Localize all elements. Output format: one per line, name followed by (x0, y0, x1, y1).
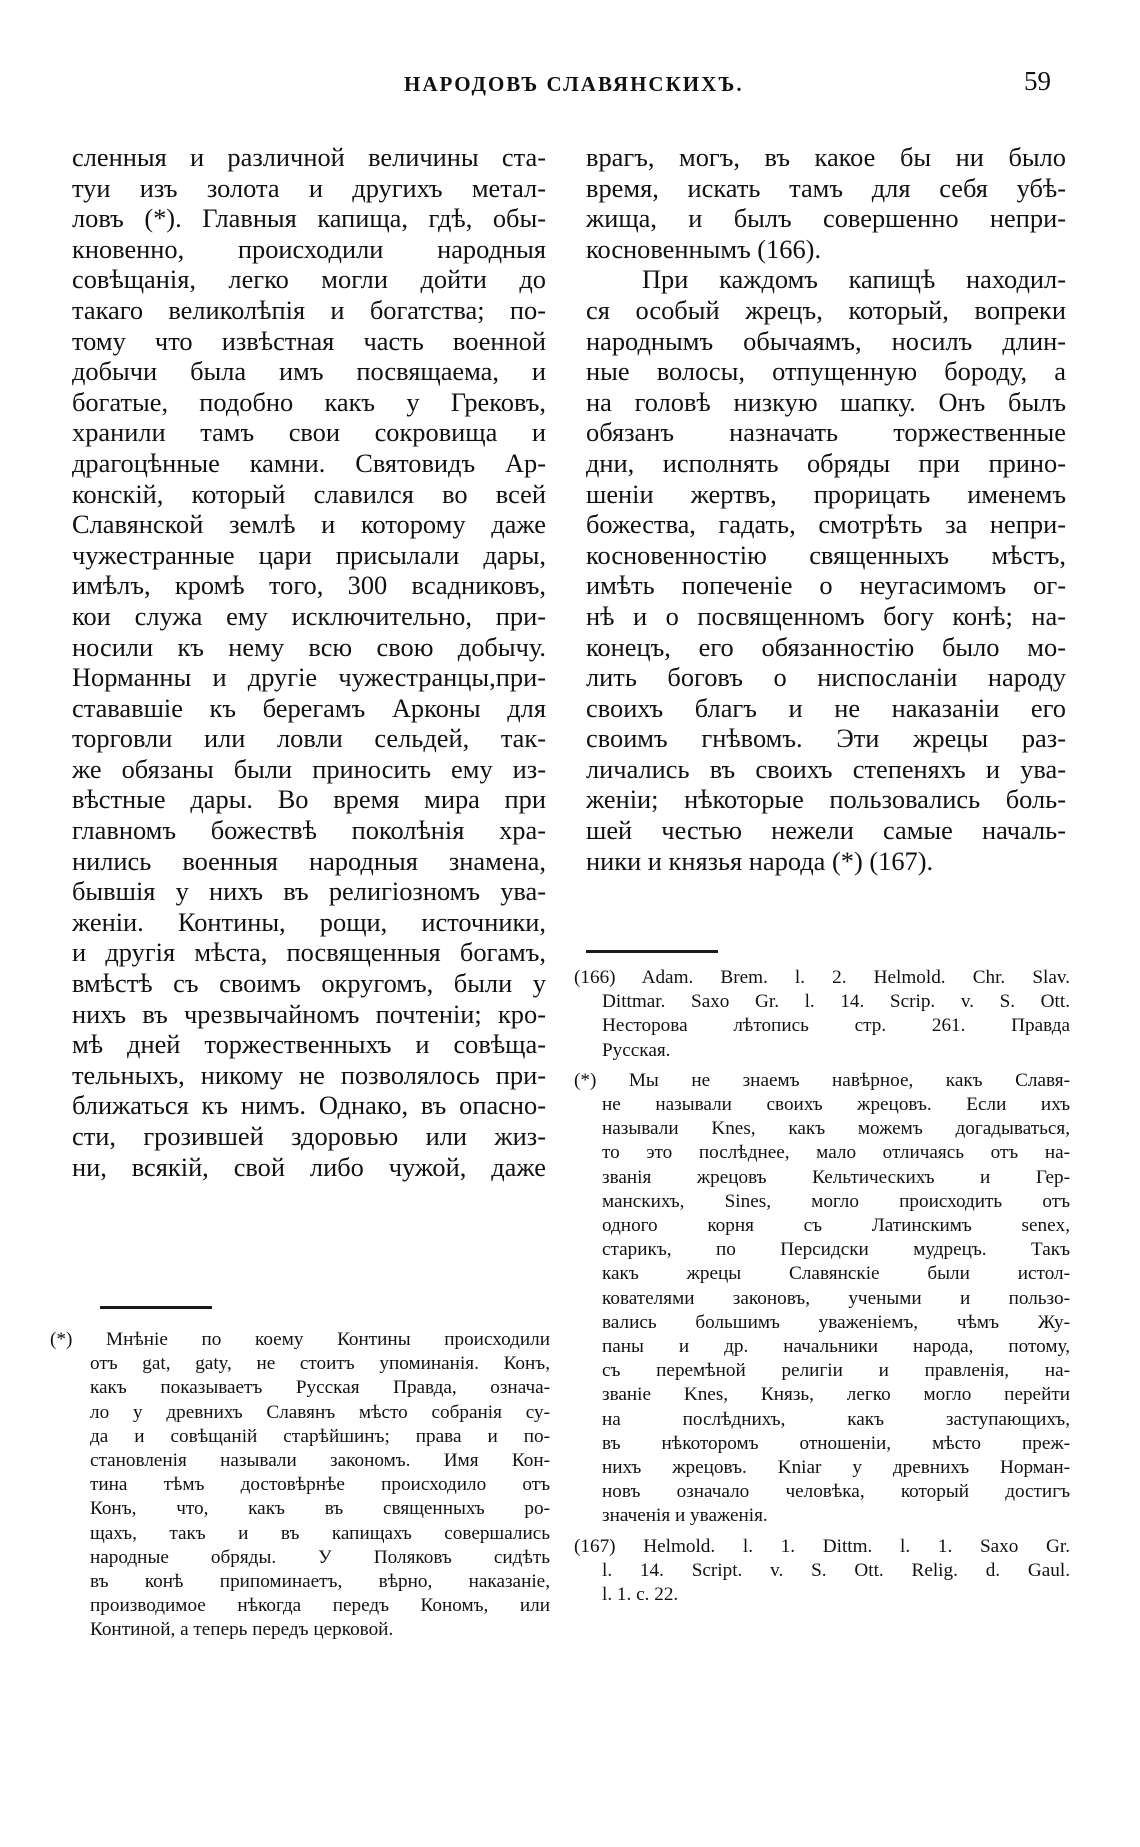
text-line: стававшіе къ берегамъ Арконы для (72, 692, 546, 723)
text-line: обязанъ назначать торжественные (586, 417, 1066, 448)
footnote-line: (*) Мнѣніе по коему Контины происходили (50, 1329, 550, 1350)
page-number: 59 (1024, 66, 1051, 96)
footnote-line: Конъ, что, какъ въ священныхъ ро- (90, 1498, 550, 1520)
text-line: шей честью нежели самые началь- (586, 815, 1066, 846)
footnote-line: съ перемѣной религіи и правленія, на- (602, 1360, 1070, 1382)
text-line: имѣть попеченіе о неугасимомъ ог- (586, 570, 1066, 601)
text-line: нѣ и о посвященномъ богу конѣ; на- (586, 600, 1066, 631)
text-line: и другія мѣста, посвященныя богамъ, (72, 937, 546, 968)
text-line: чужестранные цари присылали дары, (72, 539, 546, 570)
text-line: косновеннымъ (166). (586, 233, 822, 264)
text-line: время, искать тамъ для себя убѣ- (586, 172, 1066, 203)
text-line: ники и князья народа (*) (167). (586, 845, 934, 876)
footnote-line: одного корня съ Латинскимъ senex, (602, 1215, 1070, 1237)
footnote (574, 966, 1070, 1063)
footnote-line: нихъ жрецовъ. Kniar у древнихъ Норман- (602, 1457, 1070, 1479)
text-line: жища, и былъ совершенно непри- (586, 203, 1066, 234)
text-line: дни, исполнять обряды при прино- (586, 447, 1066, 478)
footnote-line: значенія и уваженія. (602, 1505, 768, 1527)
footnote-line: становленія называли закономъ. Имя Кон- (90, 1450, 550, 1472)
footnote (574, 1535, 1070, 1608)
text-line: ближаться къ нимъ. Однако, въ опасно- (72, 1090, 546, 1121)
text-line: тому что извѣстная часть военной (72, 325, 546, 356)
text-line: врагъ, могъ, въ какое бы ни было (586, 142, 1066, 172)
text-line: Норманны и другіе чужестранцы,при- (72, 662, 546, 693)
text-line: своихъ благъ и не наказаніи его (586, 692, 1066, 723)
right-footnotes (574, 966, 1070, 1613)
text-line: главномъ божествѣ поколѣнія хра- (72, 815, 546, 846)
text-line: своимъ гнѣвомъ. Эти жрецы раз- (586, 723, 1066, 754)
footnote-line: вались большимъ уваженіемъ, чѣмъ Жу- (602, 1311, 1070, 1333)
left-column-text (72, 142, 546, 1182)
footnote-line: l. 14. Script. v. S. Ott. Relig. d. Gaul. (602, 1559, 1070, 1581)
footnote (50, 1328, 550, 1643)
footnote-line: тина тѣмъ достовѣрнѣе происходило отъ (90, 1474, 550, 1496)
text-line: сленныя и различной величины ста- (72, 142, 546, 172)
footnote-rule-left (100, 1306, 212, 1309)
text-line: имѣлъ, кромѣ того, 300 всадниковъ, (72, 570, 546, 601)
text-line: нихъ въ чрезвычайномъ почтеніи; кро- (72, 998, 546, 1029)
footnote-line: (*) Мы не знаемъ навѣрное, какъ Славя- (574, 1069, 1070, 1091)
footnote-line: то это послѣднее, мало отличаясь отъ на- (602, 1142, 1070, 1164)
footnote-line: (166) Adam. Brem. l. 2. Helmold. Chr. Slav. (574, 967, 1070, 988)
text-line: торговли или ловли сельдей, так- (72, 723, 546, 754)
text-line: же обязаны были приносить ему из- (72, 753, 546, 784)
running-title: НАРОДОВЪ СЛАВЯНСКИХЪ. (404, 72, 744, 96)
footnote-line: l. 1. c. 22. (602, 1584, 679, 1606)
text-line: ся особый жрецъ, который, вопреки (586, 294, 1066, 325)
text-line: бывшія у нихъ въ религіозномъ ува- (72, 876, 546, 907)
text-line: ловъ (*). Главныя капища, гдѣ, обы- (72, 203, 546, 234)
text-line: кои служа ему исключительно, при- (72, 600, 546, 631)
text-line: ни, всякій, свой либо чужой, даже (72, 1151, 546, 1182)
footnote-line: на послѣднихъ, какъ заступающихъ, (602, 1408, 1070, 1430)
text-line: божества, гадать, смотрѣть за непри- (586, 509, 1066, 540)
footnote-line: Несторова лѣтопись стр. 261. Правда (602, 1015, 1070, 1037)
footnote (574, 1069, 1070, 1529)
text-line: При каждомъ капищѣ находил- (642, 264, 1066, 295)
text-line: шеніи жертвъ, прорицать именемъ (586, 478, 1066, 509)
footnote-line: какъ показываетъ Русская Правда, означа- (90, 1377, 550, 1399)
text-line: женіи. Контины, рощи, источники, (72, 906, 546, 937)
text-line: богатые, подобно какъ у Грековъ, (72, 386, 546, 417)
footnote-line: кователями законовъ, учеными и пользо- (602, 1287, 1070, 1309)
text-line: вмѣстѣ съ своимъ округомъ, были у (72, 968, 546, 999)
text-line: совѣщанія, легко могли дойти до (72, 264, 546, 295)
text-line: носили къ нему всю свою добычу. (72, 631, 546, 662)
footnote-line: паны и др. начальники народа, потому, (602, 1336, 1070, 1358)
text-line: на головѣ низкую шапку. Онъ былъ (586, 386, 1066, 417)
footnote-line: щахъ, такъ и въ капищахъ совершались (90, 1522, 550, 1544)
footnote-line: въ конѣ припоминаетъ, вѣрно, наказаніе, (90, 1571, 550, 1593)
text-line: ные волосы, отпущенную бороду, а (586, 356, 1066, 387)
text-line: добычи была имъ посвящаема, и (72, 356, 546, 387)
text-line: сти, грозившей здоровью или жиз- (72, 1121, 546, 1151)
left-footnotes (50, 1328, 550, 1649)
footnote-line: (167) Helmold. l. 1. Dittm. l. 1. Saxo Gr. (574, 1535, 1070, 1557)
text-line: Славянской землѣ и которому даже (72, 509, 546, 540)
text-line: личались въ своихъ степеняхъ и ува- (586, 753, 1066, 784)
text-line: народнымъ обычаямъ, носилъ длин- (586, 325, 1066, 356)
footnote-line: новъ означало человѣка, который достигъ (602, 1481, 1070, 1503)
footnote-line: ло у древнихъ Славянъ мѣсто собранія су- (90, 1401, 550, 1423)
footnote-line: отъ gat, gaty, не стоитъ упоминанія. Конъ, (90, 1353, 550, 1375)
text-line: лить боговъ о ниспосланіи народу (586, 662, 1066, 693)
footnote-rule-right (586, 950, 718, 953)
footnote-line: званія жрецовъ Кельтическихъ и Гер- (602, 1166, 1070, 1188)
text-line: кновенно, происходили народныя (72, 233, 546, 264)
text-line: такаго великолѣпія и богатства; по- (72, 294, 546, 325)
footnote-line: манскихъ, Sines, могло происходить отъ (602, 1190, 1070, 1212)
footnote-line: производимое нѣкогда передъ Кономъ, или (90, 1595, 550, 1617)
footnote-line: старикъ, по Персидски мудрецъ. Такъ (602, 1239, 1070, 1261)
footnote-line: народные обряды. У Поляковъ сидѣть (90, 1546, 550, 1568)
text-line: хранили тамъ свои сокровища и (72, 417, 546, 448)
footnote-line: называли Knes, какъ можемъ догадываться, (602, 1118, 1070, 1140)
footnote-line: Dittmar. Saxo Gr. l. 14. Scrip. v. S. Ott. (602, 991, 1070, 1013)
right-column-text (586, 142, 1066, 876)
text-line: женіи; нѣкоторые пользовались боль- (586, 784, 1066, 815)
text-line: туи изъ золота и другихъ метал- (72, 172, 546, 203)
footnote-line: не называли своихъ жрецовъ. Если ихъ (602, 1094, 1070, 1116)
text-line: драгоцѣнные камни. Святовидъ Ар- (72, 447, 546, 478)
text-line: мѣ дней торжественныхъ и совѣща- (72, 1029, 546, 1060)
text-line: конскій, который славился во всей (72, 478, 546, 509)
footnote-line: Русская. (602, 1039, 671, 1061)
footnote-line: въ нѣкоторомъ отношеніи, мѣсто преж- (602, 1432, 1070, 1454)
footnote-line: какъ жрецы Славянскіе были истол- (602, 1263, 1070, 1285)
text-line: косновенностію священныхъ мѣстъ, (586, 539, 1066, 570)
text-line: тельныхъ, никому не позволялось при- (72, 1059, 546, 1090)
footnote-line: да и совѣщаній старѣйшинъ; права и по- (90, 1425, 550, 1447)
footnote-line: Континой, а теперь передъ церковой. (90, 1619, 394, 1641)
text-line: нились военныя народныя знамена, (72, 845, 546, 876)
text-line: конецъ, его обязанностію было мо- (586, 631, 1066, 662)
text-line: вѣстные дары. Во время мира при (72, 784, 546, 815)
footnote-line: званіе Knes, Князь, легко могло перейти (602, 1384, 1070, 1406)
